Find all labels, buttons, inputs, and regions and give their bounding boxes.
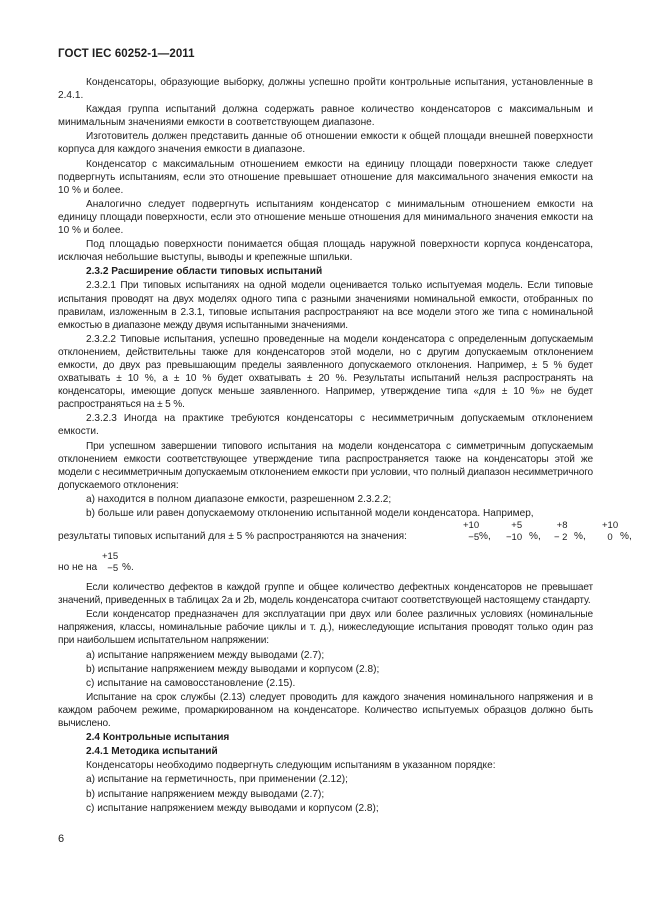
tolerance-fraction: +8 − 2	[554, 520, 568, 544]
tolerance-fraction: +10 −5	[463, 520, 480, 544]
list-item: с) испытание напряжением между выводами и корпусом (2.8);	[86, 802, 379, 814]
tolerance-unit: %,	[574, 531, 586, 543]
paragraph: Конденсаторы, образующие выборку, должны успешно пройти контрольные испытания, установленные в 2.4.1.	[58, 77, 593, 102]
section-heading-2-3-2: 2.3.2 Расширение области типовых испытаний	[86, 266, 323, 278]
paragraph: 2.3.2.3 Иногда на практике требуются конденсаторы с несимметричным допускаемым отклонением емкости.	[58, 413, 593, 438]
paragraph: Испытание на срок службы (2.13) следует проводить для каждого значения номинального напряжения и в каждом рабочем режиме, промаркированном на конденсаторе. Количество испытуемых образцов должно быть вычислено.	[58, 691, 593, 730]
tolerance-lead-text: результаты типовых испытаний для ± 5 % распространяются на значения:	[58, 531, 407, 543]
list-item: b) испытание напряжением между выводами и корпусом (2.8);	[86, 663, 380, 675]
paragraph: Аналогично следует подвергнуть испытаниям конденсатор с минимальным отношением емкости на единицу площади поверхности, если это отношение меньше отношения для минимального значения емкости на 10 % и более.	[58, 198, 593, 237]
tolerance-fraction: +10 0	[602, 520, 619, 544]
tolerance-unit: %,	[479, 531, 491, 543]
paragraph: 2.3.2.2 Типовые испытания, успешно проведенные на модели конденсатора с определенным допускаемым отклонением, действительны также для конденсаторов этой модели, но с другим допускаемым отклонением емкости, до двух раз превышающим пределы заявленного допускаемого отклонения. Например, ± 5 % будет охватывать ± 10 %, а ± 10 % будет охватывать ± 20 %. Результаты испытаний нельзя распространять на конденсаторы, имеющие допуск меньше заявленного. Например, утверждение типа «для ± 10 %» не будет распространяться на ± 5 %.	[58, 333, 593, 411]
paragraph: Конденсаторы необходимо подвергнуть следующим испытаниям в указанном порядке:	[86, 760, 496, 772]
paragraph: Конденсатор с максимальным отношением емкости на единицу площади поверхности также следует подвергнуть испытаниям, если это отношение превышает отношение для максимального значения емкости на 10 % и более.	[58, 158, 593, 196]
tolerance-unit: %,	[529, 531, 541, 543]
page-number: 6	[58, 833, 65, 845]
section-heading-2-4-1: 2.4.1 Методика испытаний	[86, 746, 218, 758]
paragraph: Изготовитель должен представить данные об отношении емкости к общей площади внешней поверхности корпуса для каждого значения емкости в диапазоне.	[58, 131, 593, 156]
list-item: b) испытание напряжением между выводами (2.7);	[86, 788, 325, 800]
list-item: а) находится в полном диапазоне емкости, разрешенном 2.3.2.2;	[86, 493, 392, 505]
section-heading-2-4: 2.4 Контрольные испытания	[86, 732, 230, 744]
paragraph: При успешном завершении типового испытания на модели конденсатора с симметричным допускаемым отклонением емкости соответствующее утверждение типа распространяется также на конденсаторы этой же модели с несимметричным допускаемым отклонением емкости при условии, что полный диапазон несимметричного допускаемого отклонения:	[58, 440, 593, 491]
tolerance-unit: %,	[620, 531, 632, 543]
paragraph: Если конденсатор предназначен для эксплуатации при двух или более различных условиях (номинальные напряжения, классы, номинальные рабочие циклы и т. д.), нижеследующие испытания проводят только один раз при наибольшем испытательном напряжении:	[58, 609, 593, 647]
paragraph: 2.3.2.1 При типовых испытаниях на одной модели оценивается только испытуемая модель. Если типовые испытания проводят на двух моделях одного типа с разными значениями номинальной емкости, отобранных по правилам, изложенным в 2.3.1, типовые испытания распространяют на все модели этого же типа с номинальной емкостью в диапазоне между двумя испытанными значениями.	[58, 280, 593, 331]
tolerance-fraction: +5 −10	[506, 520, 523, 544]
list-item: b) больше или равен допускаемому отклонению испытанной модели конденсатора. Например,	[86, 508, 534, 519]
tolerance-exception-row	[58, 551, 593, 581]
paragraph: Под площадью поверхности понимается общая площадь наружной поверхности корпуса конденсатора, исключая небольшие выступы, выводы и крепежные шпильки.	[58, 239, 593, 264]
tolerance-unit: %.	[122, 562, 134, 574]
paragraph: Если количество дефектов в каждой группе и общее количество дефектных конденсаторов не превышает значений, приведенных в таблицах 2а и 2b, модель конденсатора считают соответствующей настоящему стандарту.	[58, 582, 593, 607]
page-body	[58, 76, 632, 815]
paragraph: Каждая группа испытаний должна содержать равное количество конденсаторов с максимальным и минимальным значениями емкости в соответствующем диапазоне.	[58, 104, 593, 129]
tolerance-examples-row	[58, 520, 632, 551]
document-header: ГОСТ IEC 60252-1—2011	[58, 48, 195, 60]
tolerance-fraction: +15 −5	[102, 551, 119, 575]
list-item: а) испытание на герметичность, при применении (2.12);	[86, 774, 348, 786]
list-item: а) испытание напряжением между выводами (2.7);	[86, 649, 325, 661]
tolerance-exception-lead: но не на	[58, 562, 98, 574]
list-item: с) испытание на самовосстановление (2.15).	[86, 677, 296, 689]
